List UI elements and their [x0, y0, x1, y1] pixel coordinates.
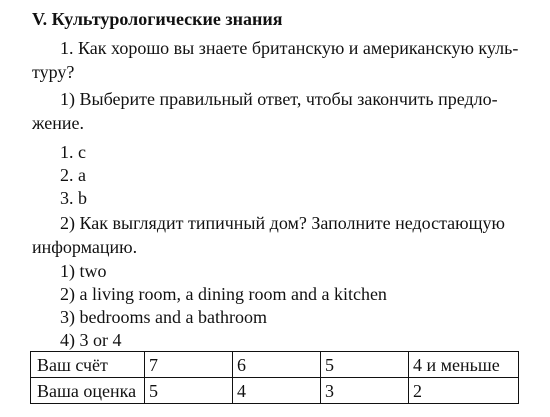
- table-cell: 4: [233, 378, 321, 404]
- task-1-line-2: жение.: [32, 113, 84, 133]
- task-2-line-2: информацию.: [32, 237, 138, 257]
- question-1-line-2: туру?: [32, 62, 75, 82]
- answer-2-item-1: 1) two: [60, 261, 107, 281]
- task-1-line-1: 1) Выберите правильный ответ, чтобы закончить предло-: [60, 89, 498, 109]
- table-cell: 6: [233, 352, 321, 378]
- task-2-line-1: 2) Как выглядит типичный дом? Заполните недостающую: [60, 213, 505, 233]
- table-row-label: Ваша оценка: [31, 378, 145, 404]
- table-row: [31, 378, 519, 404]
- section-heading: V. Культурологические знания: [32, 9, 283, 29]
- answer-item-3: 3. b: [60, 188, 87, 208]
- table-cell: 2: [409, 378, 519, 404]
- table-cell: 3: [321, 378, 409, 404]
- table-cell: 7: [145, 352, 233, 378]
- table-row-label: Ваш счёт: [31, 352, 145, 378]
- answer-2-item-2: 2) a living room, a dining room and a kitchen: [60, 284, 387, 304]
- score-table: [30, 351, 519, 404]
- question-1-line-1: 1. Как хорошо вы знаете британскую и американскую куль-: [60, 38, 519, 58]
- table-cell: 4 и меньше: [409, 352, 519, 378]
- table-row: [31, 352, 519, 378]
- answer-item-1: 1. c: [60, 142, 86, 162]
- answer-2-item-3: 3) bedrooms and a bathroom: [60, 307, 267, 327]
- answer-2-item-4: 4) 3 or 4: [60, 330, 122, 350]
- table-cell: 5: [145, 378, 233, 404]
- table-cell: 5: [321, 352, 409, 378]
- answer-item-2: 2. a: [60, 165, 86, 185]
